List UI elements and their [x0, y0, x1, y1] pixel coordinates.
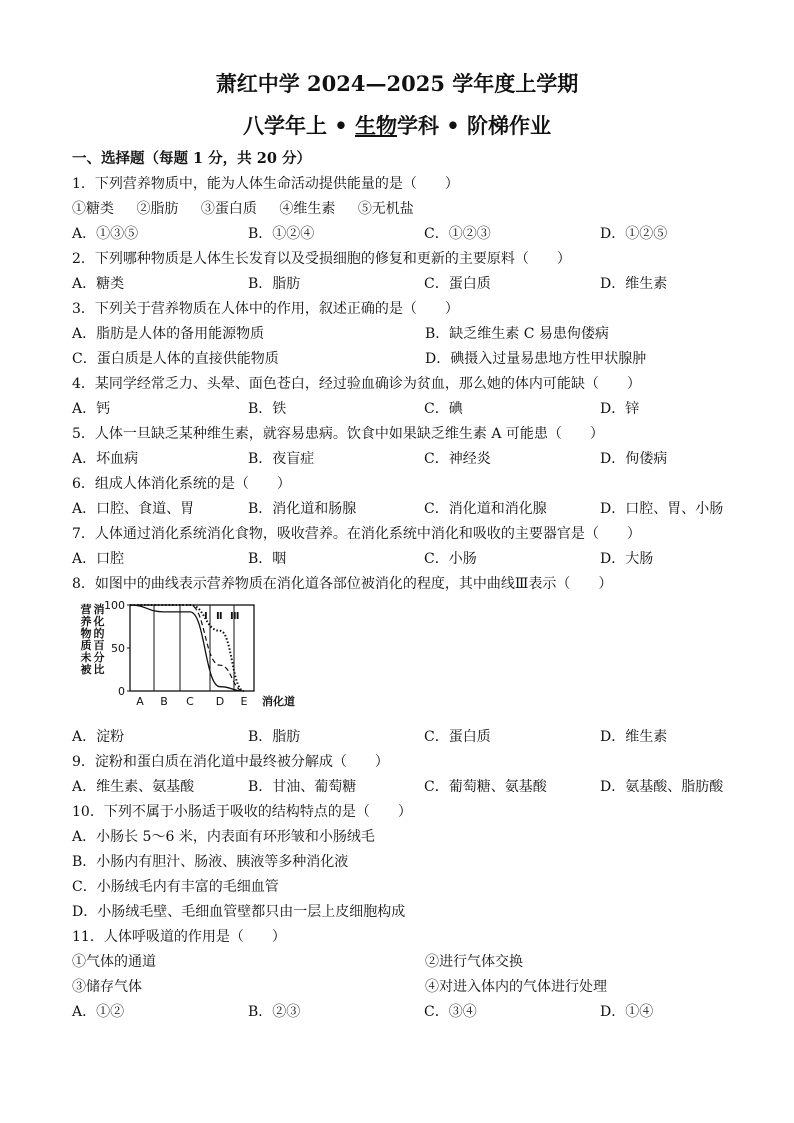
option-c[interactable]: C．神经炎	[424, 451, 491, 467]
option-a[interactable]: A．脂肪是人体的备用能源物质	[72, 326, 265, 342]
option-c[interactable]: C．碘	[424, 401, 463, 417]
question-3-options-row2	[72, 347, 732, 372]
item: ①气体的通道	[72, 954, 156, 970]
series-label: Ⅰ	[204, 611, 208, 622]
y-tick-label: 0	[118, 685, 125, 698]
question-9-stem: 9．淀粉和蛋白质在消化道中最终被分解成（ ）	[72, 754, 389, 770]
option-c[interactable]: C．消化道和消化腺	[424, 501, 547, 517]
option-d[interactable]: D．碘摄入过量易患地方性甲状腺肿	[425, 351, 647, 367]
question-11-items-row1	[72, 950, 732, 975]
subtitle-suffix: 学科 • 阶梯作业	[397, 113, 552, 138]
question-list	[72, 172, 732, 1025]
question-3-stem: 3．下列关于营养物质在人体中的作用，叙述正确的是（ ）	[72, 301, 459, 317]
series-line	[130, 605, 244, 691]
option-a[interactable]: A．口腔	[72, 551, 125, 567]
question-10-stem: 10．下列不属于小肠适于吸收的结构特点的是（ ）	[72, 804, 412, 820]
option-d[interactable]: D．氨基酸、脂肪酸	[600, 779, 724, 795]
option-a[interactable]: A．①②	[72, 1004, 125, 1020]
option-d[interactable]: D．口腔、胃、小肠	[600, 501, 724, 517]
series-line	[130, 605, 244, 691]
option-b[interactable]: B．脂肪	[248, 276, 301, 292]
option-d[interactable]: D．①④	[600, 1004, 654, 1020]
option-a[interactable]: A．小肠长 5～6 米，内表面有环形皱和小肠绒毛	[72, 829, 375, 845]
y-tick-label: 50	[111, 642, 125, 655]
y-axis-label-char: 被	[80, 663, 92, 676]
question-2-options	[72, 272, 732, 297]
option-a[interactable]: A．淀粉	[72, 729, 125, 745]
y-axis-label-char: 质	[80, 639, 92, 652]
option-a[interactable]: A．①③⑤	[72, 226, 139, 242]
option-d[interactable]: D．小肠绒毛壁、毛细血管壁都只由一层上皮细胞构成	[72, 904, 406, 920]
item: ②进行气体交换	[425, 954, 523, 970]
y-tick-label: 100	[104, 599, 125, 612]
option-a[interactable]: A．坏血病	[72, 451, 139, 467]
subtitle-subject: 生物	[355, 113, 397, 138]
question-4-stem: 4．某同学经常乏力、头晕、面色苍白，经过验血确诊为贫血，那么她的体内可能缺（ ）	[72, 376, 641, 392]
option-c[interactable]: C．③④	[424, 1004, 477, 1020]
y-axis-label-char: 化	[93, 615, 105, 628]
x-tick-label: B	[160, 695, 168, 708]
option-a[interactable]: A．口腔、食道、胃	[72, 501, 195, 517]
question-1-items	[72, 197, 732, 222]
option-c[interactable]: C．蛋白质是人体的直接供能物质	[72, 351, 279, 367]
option-b[interactable]: B．甘油、葡萄糖	[248, 779, 357, 795]
question-3-options-row1	[72, 322, 732, 347]
item: ②脂肪	[136, 201, 179, 217]
item: ④对进入体内的气体进行处理	[425, 979, 607, 995]
question-9-options	[72, 775, 732, 800]
option-d[interactable]: D．维生素	[600, 276, 668, 292]
question-6-options	[72, 497, 732, 522]
question-1-stem: 1．下列营养物质中，能为人体生命活动提供能量的是（ ）	[72, 176, 459, 192]
y-axis-label-char: 百	[93, 639, 105, 652]
question-5-stem: 5．人体一旦缺乏某种维生素，就容易患病。饮食中如果缺乏维生素 A 可能患（ ）	[72, 426, 604, 442]
option-c[interactable]: C．葡萄糖、氨基酸	[424, 779, 547, 795]
question-6-stem: 6．组成人体消化系统的是（ ）	[72, 476, 291, 492]
question-11-stem: 11．人体呼吸道的作用是（ ）	[72, 929, 286, 945]
question-7-stem: 7．人体通过消化系统消化食物，吸收营养。在消化系统中消化和吸收的主要器官是（ ）	[72, 526, 641, 542]
question-2-stem: 2．下列哪种物质是人体生长发育以及受损细胞的修复和更新的主要原料（ ）	[72, 251, 571, 267]
option-c[interactable]: C．蛋白质	[424, 729, 491, 745]
option-b[interactable]: B．铁	[248, 401, 287, 417]
digestion-chart-svg	[72, 597, 312, 721]
option-b[interactable]: B．消化道和肠腺	[248, 501, 357, 517]
option-a[interactable]: A．维生素、氨基酸	[72, 779, 195, 795]
document-subtitle	[0, 110, 794, 140]
option-d[interactable]: D．维生素	[600, 729, 668, 745]
option-d[interactable]: D．佝偻病	[600, 451, 668, 467]
y-axis-label-char: 的	[93, 627, 105, 640]
x-tick-label: A	[136, 695, 144, 708]
digestion-chart	[72, 597, 732, 725]
y-axis-label-char: 消	[93, 603, 105, 616]
question-1-options	[72, 222, 732, 247]
x-tick-label: C	[186, 695, 194, 708]
question-8-stem: 8．如图中的曲线表示营养物质在消化道各部位被消化的程度，其中曲线Ⅲ表示（ ）	[72, 576, 613, 592]
question-7-options	[72, 547, 732, 572]
y-axis-label-char: 分	[93, 651, 105, 664]
option-b[interactable]: B．咽	[248, 551, 287, 567]
x-tick-label: E	[240, 695, 248, 708]
y-axis-label-char: 营	[80, 603, 92, 616]
section-heading: 一、选择题（每题 1 分，共 20 分）	[72, 150, 311, 167]
item: ③蛋白质	[200, 201, 257, 217]
option-a[interactable]: A．糖类	[72, 276, 125, 292]
series-line	[130, 605, 244, 691]
series-label: Ⅱ	[216, 611, 223, 622]
option-d[interactable]: D．锌	[600, 401, 640, 417]
document-title: 萧红中学 2024—2025 学年度上学期	[215, 71, 579, 96]
option-b[interactable]: B．①②④	[248, 226, 315, 242]
option-b[interactable]: B．小肠内有胆汁、肠液、胰液等多种消化液	[72, 854, 349, 870]
x-tick-label: D	[215, 695, 225, 708]
option-c[interactable]: C．小肠	[424, 551, 477, 567]
question-11-items-row2	[72, 975, 732, 1000]
y-axis-label-char: 物	[80, 627, 92, 640]
option-c[interactable]: C．小肠绒毛内有丰富的毛细血管	[72, 879, 279, 895]
option-c[interactable]: C．①②③	[424, 226, 491, 242]
option-b[interactable]: B．脂肪	[248, 729, 301, 745]
y-axis-label-char: 养	[80, 615, 92, 628]
item: ①糖类	[72, 201, 114, 217]
x-axis-label: 消化道	[262, 695, 295, 708]
option-b[interactable]: B．夜盲症	[248, 451, 315, 467]
question-4-options	[72, 397, 732, 422]
option-c[interactable]: C．蛋白质	[424, 276, 491, 292]
subtitle-prefix: 八学年上 •	[242, 113, 355, 138]
y-axis-label-char: 比	[93, 663, 105, 676]
item: ⑤无机盐	[357, 201, 414, 217]
item: ④维生素	[279, 201, 336, 217]
option-b[interactable]: B．缺乏维生素 C 易患佝偻病	[425, 326, 609, 342]
option-b[interactable]: B．②③	[248, 1004, 301, 1020]
series-label: Ⅲ	[230, 611, 240, 622]
question-8-options	[72, 725, 732, 750]
option-d[interactable]: D．①②⑤	[600, 226, 668, 242]
option-a[interactable]: A．钙	[72, 401, 111, 417]
y-axis-label-char: 未	[80, 651, 92, 664]
item: ③储存气体	[72, 979, 142, 995]
option-d[interactable]: D．大肠	[600, 551, 654, 567]
question-5-options	[72, 447, 732, 472]
question-11-options	[72, 1000, 732, 1025]
